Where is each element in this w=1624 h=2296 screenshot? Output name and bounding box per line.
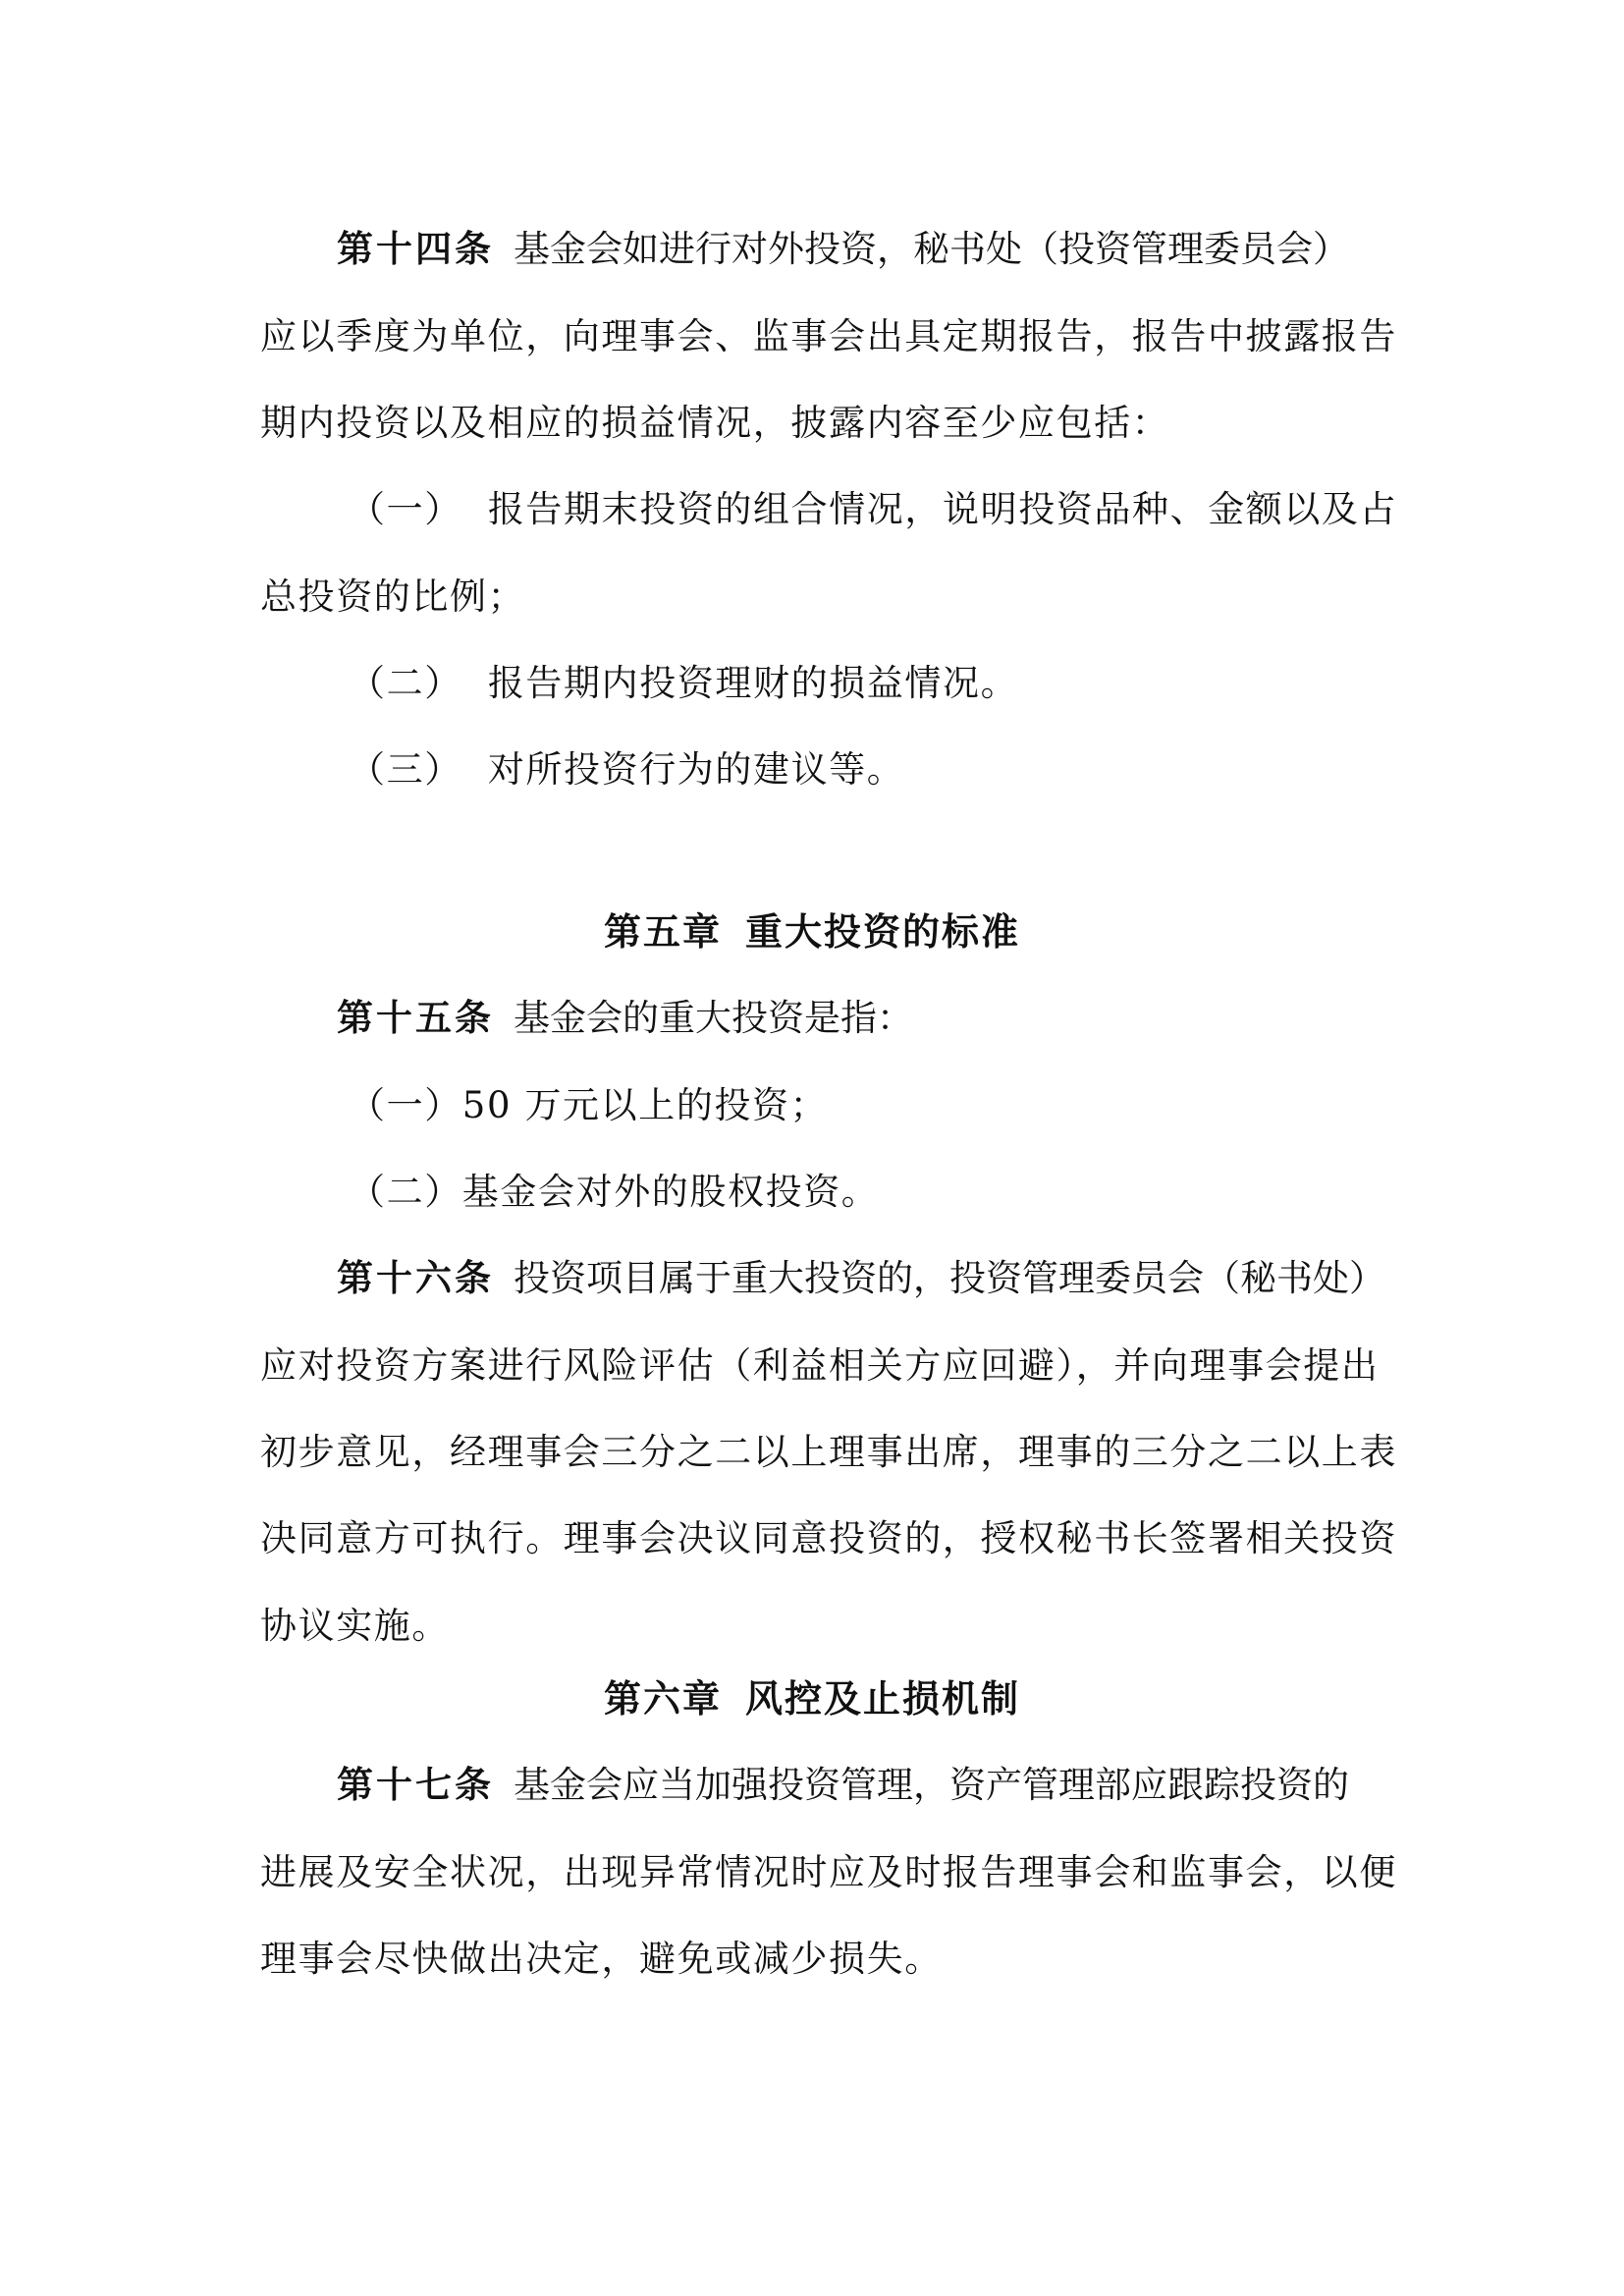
- article-15-line-1: [337, 995, 913, 1042]
- chapter-title: 重大投资的标准: [745, 910, 1021, 954]
- article-16-line-3: 初步意见，经理事会三分之二以上理事出席，理事的三分之二以上表: [260, 1431, 1397, 1473]
- article-17-line-3: 理事会尽快做出决定，避免或减少损失。: [260, 1938, 943, 1980]
- item-label: （二）: [349, 662, 462, 704]
- article-16-line-1: [337, 1255, 1385, 1302]
- article-14-line-2: 应以季度为单位，向理事会、监事会出具定期报告，报告中披露报告: [260, 315, 1397, 357]
- article-14-item-3: [349, 746, 904, 793]
- article-16-text: 投资项目属于重大投资的，投资管理委员会（秘书处）: [514, 1257, 1385, 1299]
- article-14-item-2: [349, 660, 1018, 707]
- item-label: （三）: [349, 748, 462, 791]
- article-14-text: 基金会如进行对外投资，秘书处（投资管理委员会）: [514, 228, 1349, 270]
- article-17-text: 基金会应当加强投资管理，资产管理部应跟踪投资的: [514, 1764, 1349, 1806]
- chapter-6-heading: [0, 1675, 1624, 1722]
- article-15-item-1: （一）50 万元以上的投资；: [349, 1084, 829, 1126]
- article-14-number: 第十四条: [337, 228, 494, 270]
- chapter-number: 第五章: [603, 910, 722, 954]
- item-text: 报告期末投资的组合情况，说明投资品种、金额以及占: [487, 488, 1398, 530]
- article-16-number: 第十六条: [337, 1257, 494, 1299]
- article-16-line-5: 协议实施。: [260, 1605, 450, 1647]
- article-15-text: 基金会的重大投资是指：: [514, 997, 913, 1039]
- article-17-line-1: [337, 1762, 1349, 1809]
- item-label: （一）: [349, 488, 462, 530]
- article-15-number: 第十五条: [337, 997, 494, 1039]
- article-17-line-2: 进展及安全状况，出现异常情况时应及时报告理事会和监事会，以便: [260, 1851, 1397, 1893]
- article-14-item-1-cont: 总投资的比例；: [260, 575, 526, 618]
- article-14-line-3: 期内投资以及相应的损益情况，披露内容至少应包括：: [260, 402, 1170, 444]
- item-text: 对所投资行为的建议等。: [487, 748, 905, 791]
- article-16-line-4: 决同意方可执行。理事会决议同意投资的，授权秘书长签署相关投资: [260, 1517, 1397, 1559]
- article-14-item-1: [349, 486, 1397, 533]
- chapter-5-heading: [0, 908, 1624, 956]
- chapter-title: 风控及止损机制: [745, 1677, 1021, 1721]
- article-17-number: 第十七条: [337, 1764, 494, 1806]
- chapter-number: 第六章: [603, 1677, 722, 1721]
- article-14-line-1: [337, 226, 1349, 273]
- item-text: 报告期内投资理财的损益情况。: [487, 662, 1019, 704]
- article-16-line-2: 应对投资方案进行风险评估（利益相关方应回避），并向理事会提出: [260, 1344, 1380, 1387]
- article-15-item-2: （二）基金会对外的股权投资。: [349, 1171, 880, 1213]
